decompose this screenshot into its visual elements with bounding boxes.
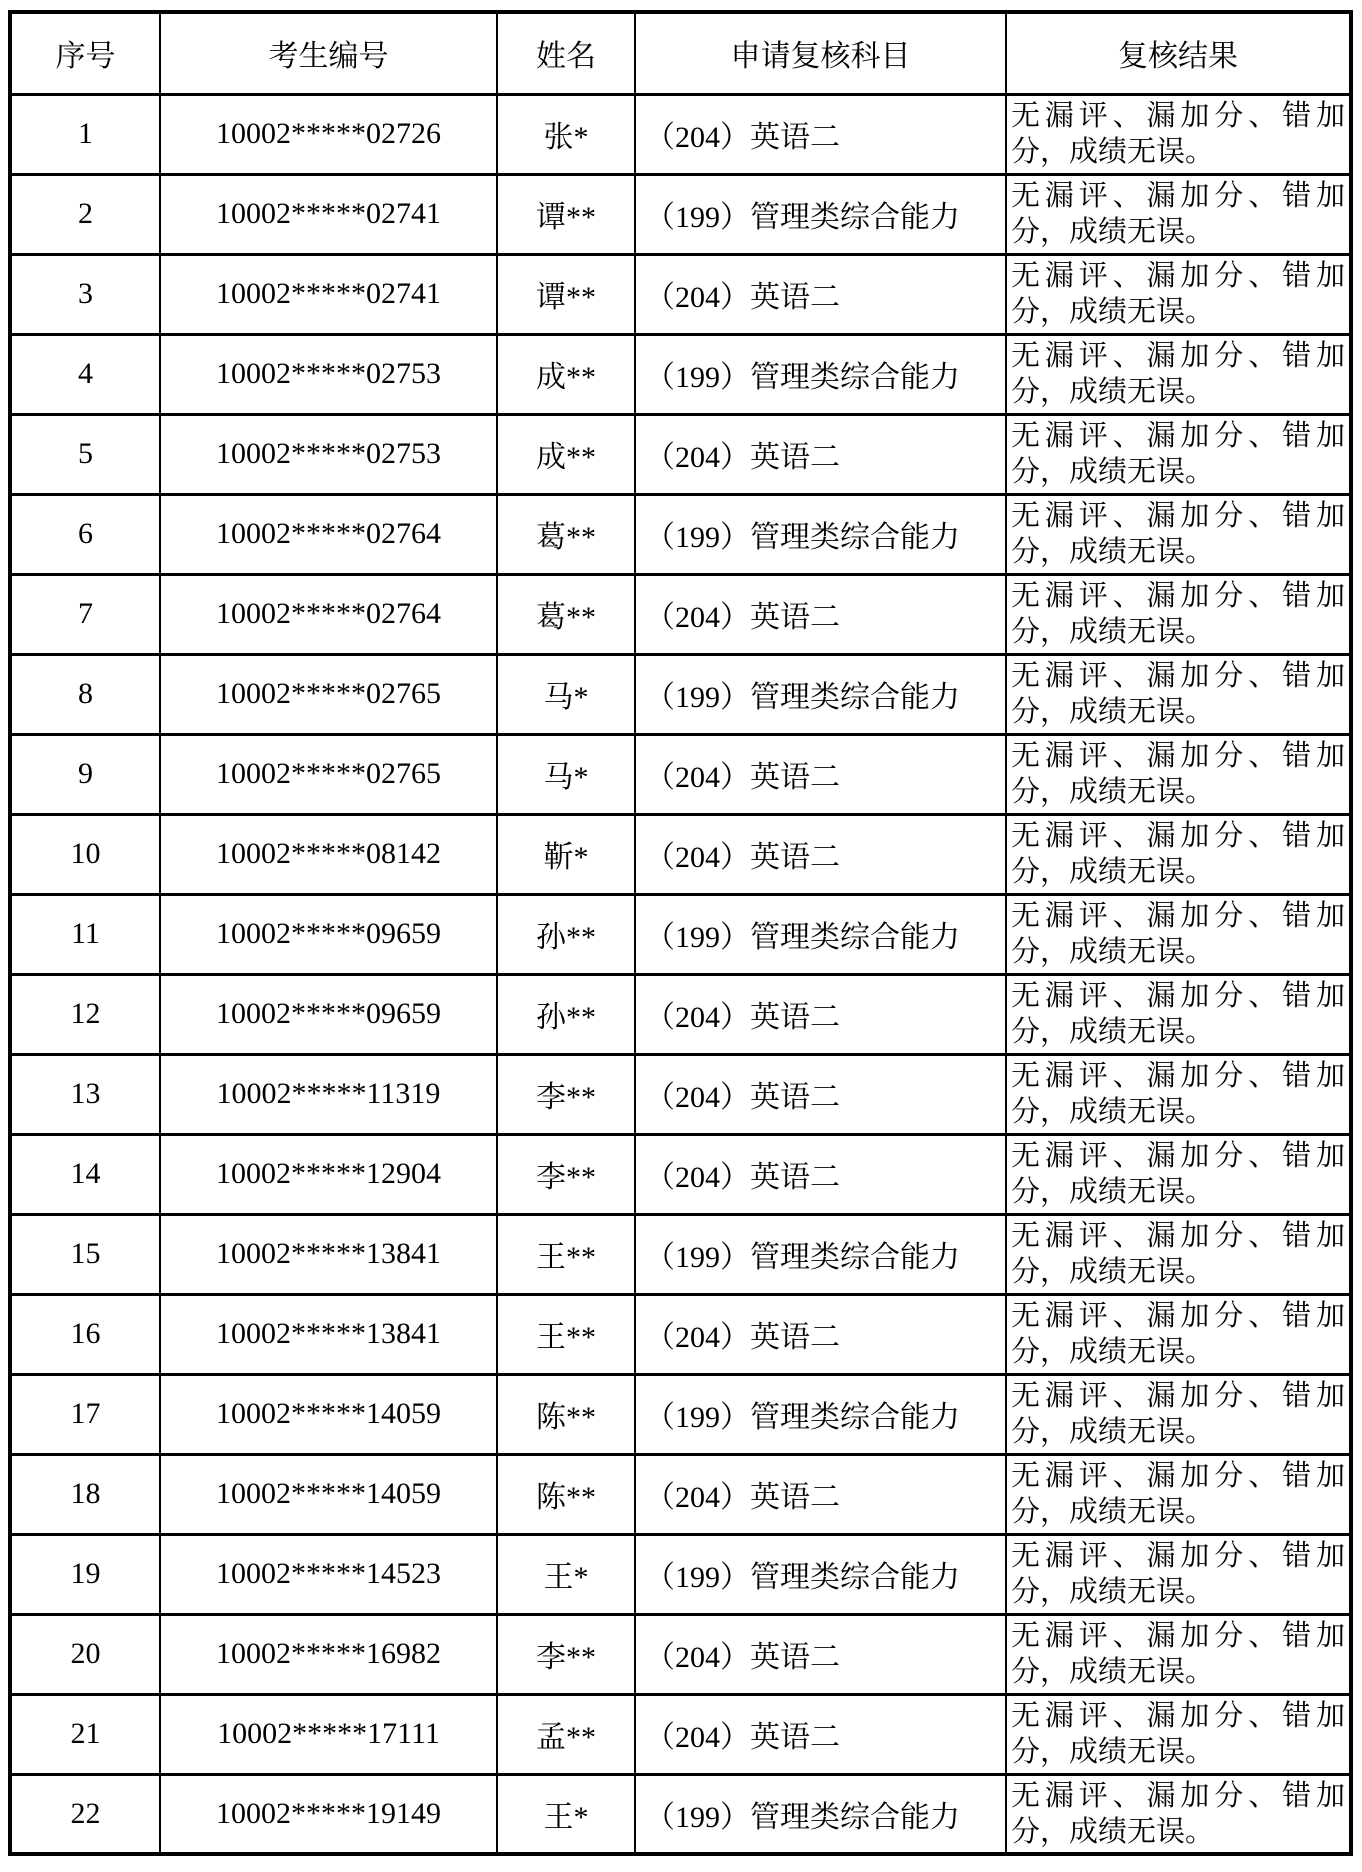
table-row bbox=[10, 1054, 1351, 1134]
cell-result: 无漏评、漏加分、错加分，成绩无误。 bbox=[1006, 1214, 1351, 1294]
cell-subject: （204）英语二 bbox=[635, 254, 1006, 334]
cell-subject: （199）管理类综合能力 bbox=[635, 1214, 1006, 1294]
cell-serial: 12 bbox=[10, 974, 160, 1054]
cell-candidate-id: 10002*****02753 bbox=[160, 414, 497, 494]
cell-subject: （204）英语二 bbox=[635, 94, 1006, 174]
cell-result: 无漏评、漏加分、错加分，成绩无误。 bbox=[1006, 574, 1351, 654]
column-header-candidate-id: 考生编号 bbox=[160, 12, 497, 94]
table-header-row bbox=[10, 12, 1351, 94]
cell-name: 李** bbox=[497, 1614, 635, 1694]
table-row bbox=[10, 814, 1351, 894]
cell-subject: （204）英语二 bbox=[635, 1054, 1006, 1134]
cell-subject: （204）英语二 bbox=[635, 1294, 1006, 1374]
table-row bbox=[10, 174, 1351, 254]
cell-serial: 16 bbox=[10, 1294, 160, 1374]
cell-result: 无漏评、漏加分、错加分，成绩无误。 bbox=[1006, 1134, 1351, 1214]
cell-name: 陈** bbox=[497, 1374, 635, 1454]
cell-name: 谭** bbox=[497, 174, 635, 254]
cell-serial: 3 bbox=[10, 254, 160, 334]
cell-candidate-id: 10002*****02764 bbox=[160, 574, 497, 654]
cell-result: 无漏评、漏加分、错加分，成绩无误。 bbox=[1006, 974, 1351, 1054]
cell-name: 孙** bbox=[497, 974, 635, 1054]
table-row bbox=[10, 1534, 1351, 1614]
table-body bbox=[10, 94, 1351, 1854]
cell-subject: （199）管理类综合能力 bbox=[635, 654, 1006, 734]
cell-serial: 1 bbox=[10, 94, 160, 174]
cell-subject: （204）英语二 bbox=[635, 1614, 1006, 1694]
cell-result: 无漏评、漏加分、错加分，成绩无误。 bbox=[1006, 1534, 1351, 1614]
cell-serial: 14 bbox=[10, 1134, 160, 1214]
cell-serial: 6 bbox=[10, 494, 160, 574]
cell-name: 王* bbox=[497, 1774, 635, 1854]
cell-subject: （204）英语二 bbox=[635, 1454, 1006, 1534]
cell-name: 陈** bbox=[497, 1454, 635, 1534]
cell-result: 无漏评、漏加分、错加分，成绩无误。 bbox=[1006, 1614, 1351, 1694]
cell-serial: 4 bbox=[10, 334, 160, 414]
cell-candidate-id: 10002*****09659 bbox=[160, 974, 497, 1054]
cell-candidate-id: 10002*****02753 bbox=[160, 334, 497, 414]
cell-name: 王** bbox=[497, 1214, 635, 1294]
table-row bbox=[10, 974, 1351, 1054]
table-row bbox=[10, 1694, 1351, 1774]
table-row bbox=[10, 494, 1351, 574]
cell-candidate-id: 10002*****13841 bbox=[160, 1214, 497, 1294]
cell-candidate-id: 10002*****17111 bbox=[160, 1694, 497, 1774]
cell-serial: 7 bbox=[10, 574, 160, 654]
cell-result: 无漏评、漏加分、错加分，成绩无误。 bbox=[1006, 654, 1351, 734]
cell-candidate-id: 10002*****02741 bbox=[160, 174, 497, 254]
table-row bbox=[10, 1614, 1351, 1694]
cell-result: 无漏评、漏加分、错加分，成绩无误。 bbox=[1006, 734, 1351, 814]
cell-candidate-id: 10002*****09659 bbox=[160, 894, 497, 974]
cell-serial: 8 bbox=[10, 654, 160, 734]
cell-result: 无漏评、漏加分、错加分，成绩无误。 bbox=[1006, 1054, 1351, 1134]
cell-result: 无漏评、漏加分、错加分，成绩无误。 bbox=[1006, 814, 1351, 894]
cell-serial: 5 bbox=[10, 414, 160, 494]
cell-result: 无漏评、漏加分、错加分，成绩无误。 bbox=[1006, 1294, 1351, 1374]
cell-serial: 10 bbox=[10, 814, 160, 894]
table-row bbox=[10, 1454, 1351, 1534]
cell-result: 无漏评、漏加分、错加分，成绩无误。 bbox=[1006, 494, 1351, 574]
column-header-name: 姓名 bbox=[497, 12, 635, 94]
cell-result: 无漏评、漏加分、错加分，成绩无误。 bbox=[1006, 1374, 1351, 1454]
cell-name: 孟** bbox=[497, 1694, 635, 1774]
cell-name: 葛** bbox=[497, 494, 635, 574]
cell-subject: （199）管理类综合能力 bbox=[635, 894, 1006, 974]
cell-serial: 18 bbox=[10, 1454, 160, 1534]
table-row bbox=[10, 1134, 1351, 1214]
cell-result: 无漏评、漏加分、错加分，成绩无误。 bbox=[1006, 94, 1351, 174]
cell-subject: （199）管理类综合能力 bbox=[635, 334, 1006, 414]
cell-candidate-id: 10002*****02764 bbox=[160, 494, 497, 574]
cell-result: 无漏评、漏加分、错加分，成绩无误。 bbox=[1006, 174, 1351, 254]
cell-name: 张* bbox=[497, 94, 635, 174]
cell-serial: 2 bbox=[10, 174, 160, 254]
cell-result: 无漏评、漏加分、错加分，成绩无误。 bbox=[1006, 254, 1351, 334]
cell-candidate-id: 10002*****02765 bbox=[160, 654, 497, 734]
cell-name: 成** bbox=[497, 334, 635, 414]
column-header-subject: 申请复核科目 bbox=[635, 12, 1006, 94]
table-row bbox=[10, 334, 1351, 414]
cell-candidate-id: 10002*****02741 bbox=[160, 254, 497, 334]
review-results-table bbox=[8, 10, 1353, 1856]
cell-candidate-id: 10002*****14059 bbox=[160, 1374, 497, 1454]
cell-subject: （199）管理类综合能力 bbox=[635, 1774, 1006, 1854]
cell-result: 无漏评、漏加分、错加分，成绩无误。 bbox=[1006, 1694, 1351, 1774]
table-row bbox=[10, 894, 1351, 974]
cell-candidate-id: 10002*****19149 bbox=[160, 1774, 497, 1854]
cell-serial: 13 bbox=[10, 1054, 160, 1134]
cell-name: 葛** bbox=[497, 574, 635, 654]
cell-name: 靳* bbox=[497, 814, 635, 894]
cell-subject: （199）管理类综合能力 bbox=[635, 1374, 1006, 1454]
cell-name: 马* bbox=[497, 734, 635, 814]
cell-result: 无漏评、漏加分、错加分，成绩无误。 bbox=[1006, 414, 1351, 494]
cell-subject: （199）管理类综合能力 bbox=[635, 174, 1006, 254]
cell-candidate-id: 10002*****13841 bbox=[160, 1294, 497, 1374]
cell-serial: 17 bbox=[10, 1374, 160, 1454]
table-row bbox=[10, 1374, 1351, 1454]
cell-serial: 9 bbox=[10, 734, 160, 814]
cell-subject: （199）管理类综合能力 bbox=[635, 494, 1006, 574]
cell-result: 无漏评、漏加分、错加分，成绩无误。 bbox=[1006, 1774, 1351, 1854]
cell-name: 李** bbox=[497, 1054, 635, 1134]
cell-candidate-id: 10002*****11319 bbox=[160, 1054, 497, 1134]
cell-serial: 15 bbox=[10, 1214, 160, 1294]
cell-name: 马* bbox=[497, 654, 635, 734]
cell-candidate-id: 10002*****08142 bbox=[160, 814, 497, 894]
table-row bbox=[10, 414, 1351, 494]
cell-serial: 20 bbox=[10, 1614, 160, 1694]
cell-candidate-id: 10002*****02726 bbox=[160, 94, 497, 174]
cell-name: 王* bbox=[497, 1534, 635, 1614]
table-row bbox=[10, 1214, 1351, 1294]
column-header-serial: 序号 bbox=[10, 12, 160, 94]
cell-name: 孙** bbox=[497, 894, 635, 974]
cell-name: 王** bbox=[497, 1294, 635, 1374]
cell-name: 李** bbox=[497, 1134, 635, 1214]
cell-result: 无漏评、漏加分、错加分，成绩无误。 bbox=[1006, 334, 1351, 414]
cell-serial: 21 bbox=[10, 1694, 160, 1774]
cell-result: 无漏评、漏加分、错加分，成绩无误。 bbox=[1006, 1454, 1351, 1534]
cell-result: 无漏评、漏加分、错加分，成绩无误。 bbox=[1006, 894, 1351, 974]
cell-name: 谭** bbox=[497, 254, 635, 334]
cell-candidate-id: 10002*****14059 bbox=[160, 1454, 497, 1534]
cell-subject: （204）英语二 bbox=[635, 574, 1006, 654]
table-row bbox=[10, 1294, 1351, 1374]
cell-serial: 11 bbox=[10, 894, 160, 974]
cell-candidate-id: 10002*****16982 bbox=[160, 1614, 497, 1694]
cell-subject: （204）英语二 bbox=[635, 814, 1006, 894]
cell-subject: （204）英语二 bbox=[635, 734, 1006, 814]
cell-candidate-id: 10002*****02765 bbox=[160, 734, 497, 814]
cell-subject: （199）管理类综合能力 bbox=[635, 1534, 1006, 1614]
table-row bbox=[10, 94, 1351, 174]
cell-name: 成** bbox=[497, 414, 635, 494]
cell-subject: （204）英语二 bbox=[635, 1134, 1006, 1214]
table-row bbox=[10, 254, 1351, 334]
column-header-result: 复核结果 bbox=[1006, 12, 1351, 94]
cell-candidate-id: 10002*****12904 bbox=[160, 1134, 497, 1214]
cell-candidate-id: 10002*****14523 bbox=[160, 1534, 497, 1614]
table-row bbox=[10, 654, 1351, 734]
cell-subject: （204）英语二 bbox=[635, 974, 1006, 1054]
cell-serial: 22 bbox=[10, 1774, 160, 1854]
table-row bbox=[10, 734, 1351, 814]
cell-subject: （204）英语二 bbox=[635, 1694, 1006, 1774]
table-row bbox=[10, 1774, 1351, 1854]
cell-serial: 19 bbox=[10, 1534, 160, 1614]
cell-subject: （204）英语二 bbox=[635, 414, 1006, 494]
table-row bbox=[10, 574, 1351, 654]
